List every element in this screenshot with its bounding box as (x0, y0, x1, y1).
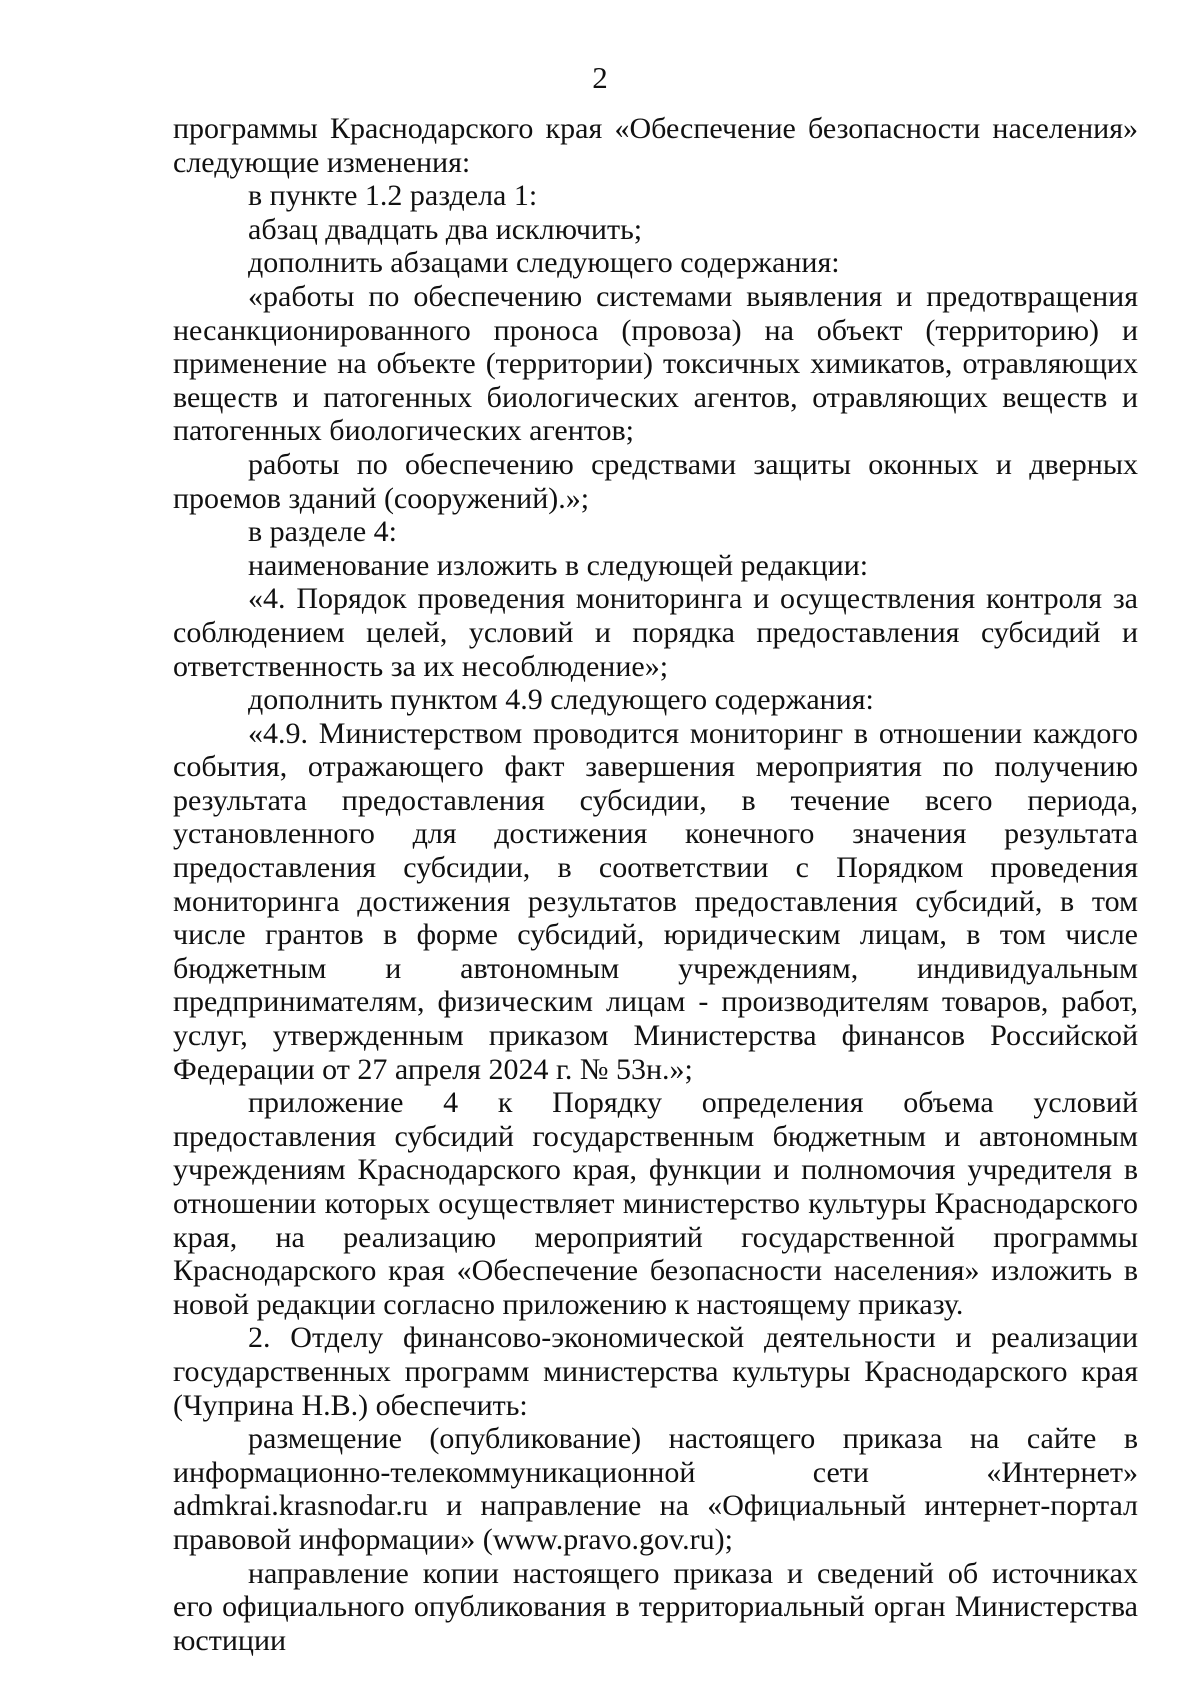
paragraph: приложение 4 к Порядку определения объема условий предоставления субсидий государственным бюджетным и автономным учреждениям Краснодарского края, функции и полномочия учредителя в отношении которых осуществляет министерство культуры Краснодарского края, на реализацию мероприятий государственной программы Краснодарского края «Обеспечение безопасности населения» изложить в новой редакции согласно приложению к настоящему приказу. (173, 1086, 1138, 1321)
paragraph: дополнить пунктом 4.9 следующего содержания: (248, 683, 874, 717)
paragraph: наименование изложить в следующей редакции: (248, 548, 869, 582)
paragraph: «работы по обеспечению системами выявления и предотвращения несанкционированного проноса (провоза) на объект (территорию) и применение на объекте (территории) токсичных химикатов, отравляющих веществ и патогенных биологических агентов, отравляющих веществ и патогенных биологических агентов; (173, 279, 1138, 448)
paragraph: в разделе 4: (248, 515, 397, 549)
paragraph: «4.9. Министерством проводится мониторинг в отношении каждого события, отражающего факт завершения мероприятия по получению результата предоставления субсидии, в течение всего периода, установленного для достижения конечного значения результата предоставления субсидии, в соответствии с Порядком проведения мониторинга достижения результатов предоставления субсидий, в том числе грантов в форме субсидий, юридическим лицам, в том числе бюджетным и автономным учреждениям, индивидуальным предпринимателям, физическим лицам - производителям товаров, работ, услуг, утвержденным приказом Министерства финансов Российской Федерации от 27 апреля 2024 г. № 53н.»; (173, 716, 1138, 1086)
paragraph: 2. Отделу финансово-экономической деятельности и реализации государственных программ министерства культуры Краснодарского края (Чуприна Н.В.) обеспечить: (173, 1321, 1138, 1422)
document-body (173, 112, 1138, 1657)
paragraph: абзац двадцать два исключить; (248, 212, 643, 246)
paragraph: дополнить абзацами следующего содержания: (248, 246, 840, 280)
paragraph: размещение (опубликование) настоящего приказа на сайте в информационно-телекоммуникационной сети «Интернет» admkrai.krasnodar.ru и направление на «Официальный интернет-портал правовой информации» (www.pravo.gov.ru); (173, 1422, 1138, 1556)
paragraph: работы по обеспечению средствами защиты оконных и дверных проемов зданий (сооружений).»; (173, 447, 1138, 515)
paragraph: программы Краснодарского края «Обеспечение безопасности населения» следующие изменения: (173, 112, 1138, 179)
page-number: 2 (592, 60, 608, 95)
paragraph: «4. Порядок проведения мониторинга и осуществления контроля за соблюдением целей, условий и порядка предоставления субсидий и ответственность за их несоблюдение»; (173, 582, 1138, 683)
paragraph: в пункте 1.2 раздела 1: (248, 179, 538, 213)
paragraph: направление копии настоящего приказа и сведений об источниках его официального опубликования в территориальный орган Министерства юстиции (173, 1556, 1138, 1657)
